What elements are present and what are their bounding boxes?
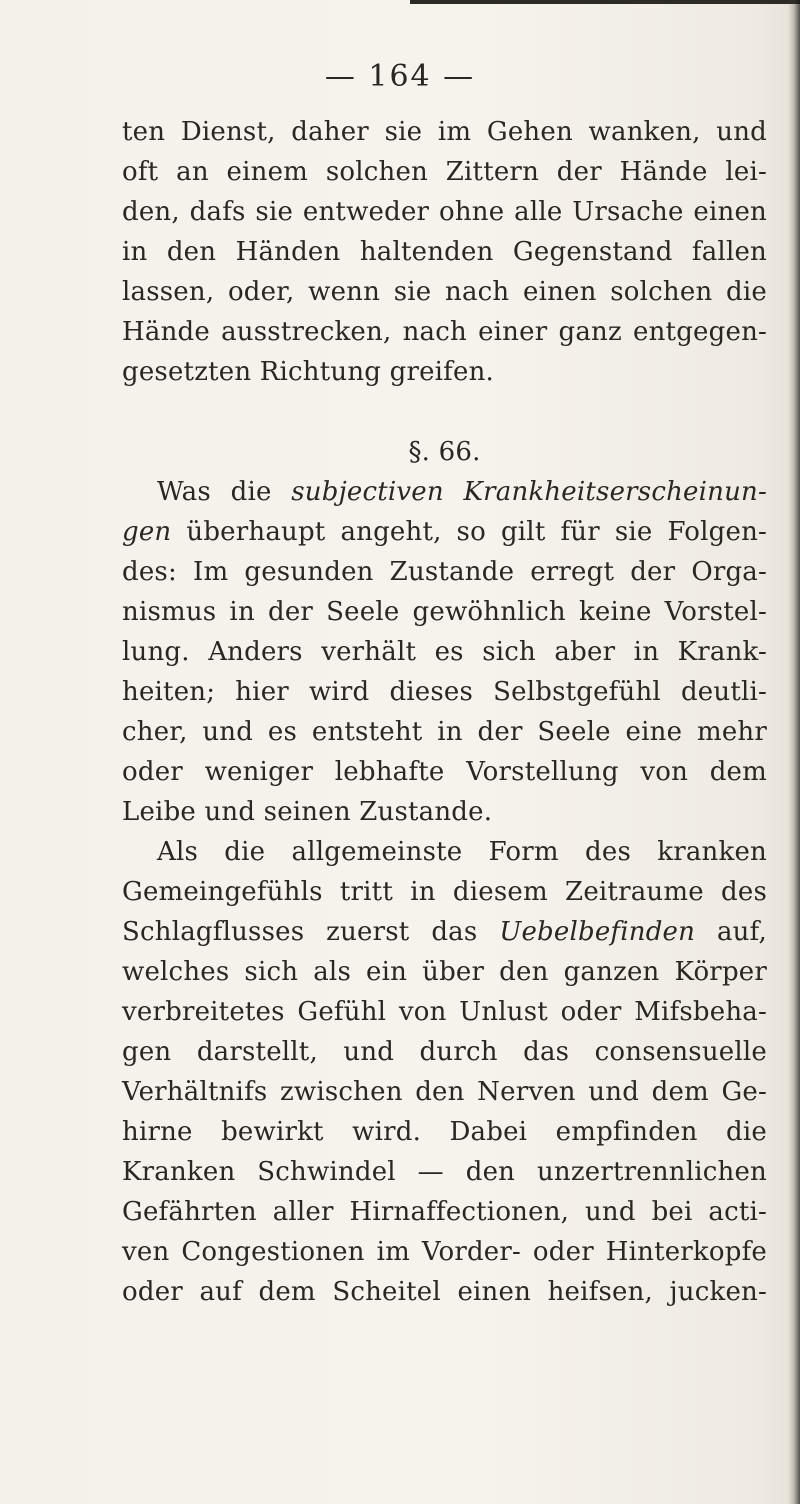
text-line: Schlagflusses zuerst das Uebelbefinden auf, xyxy=(122,917,767,947)
top-edge-rule xyxy=(410,0,800,4)
text-line: Was die subjectiven Krankheitserscheinun- xyxy=(157,477,767,507)
text-line: Gemeingefühls tritt in diesem Zeitraume des xyxy=(122,877,767,907)
text-body xyxy=(122,112,767,1312)
text-line: welches sich als ein über den ganzen Körper xyxy=(122,957,767,987)
section-heading: §. 66. xyxy=(408,437,481,467)
text-line: hirne bewirkt wird. Dabei empfinden die xyxy=(122,1117,767,1147)
page-edge-shadow xyxy=(788,0,800,1504)
text-line: lassen, oder, wenn sie nach einen solchen die xyxy=(122,277,767,307)
text-line: ven Congestionen im Vorder- oder Hinterkopfe xyxy=(122,1237,767,1267)
text-line: in den Händen haltenden Gegenstand fallen xyxy=(122,237,767,267)
text-line: gesetzten Richtung greifen. xyxy=(122,357,494,387)
italic-term: gen xyxy=(122,517,172,547)
text-line: nismus in der Seele gewöhnlich keine Vorstel- xyxy=(122,597,767,627)
text-line: oder auf dem Scheitel einen heifsen, jucken- xyxy=(122,1277,767,1307)
text-line: oft an einem solchen Zittern der Hände lei- xyxy=(122,157,767,187)
text-line: Als die allgemeinste Form des kranken xyxy=(157,837,767,867)
text-line: Gefährten aller Hirnaffectionen, und bei acti- xyxy=(122,1197,767,1227)
text-line: Verhältnifs zwischen den Nerven und dem Ge- xyxy=(122,1077,767,1107)
text-line: cher, und es entsteht in der Seele eine mehr xyxy=(122,717,767,747)
text-line: Hände ausstrecken, nach einer ganz entgegen- xyxy=(122,317,767,347)
text-line: lung. Anders verhält es sich aber in Krank- xyxy=(122,637,767,667)
italic-term: Uebelbefinden xyxy=(499,917,696,947)
text-line: oder weniger lebhafte Vorstellung von dem xyxy=(122,757,767,787)
text-line: gen darstellt, und durch das consensuelle xyxy=(122,1037,767,1067)
text-line: ten Dienst, daher sie im Gehen wanken, und xyxy=(122,117,767,147)
italic-term: subjectiven Krankheitserscheinun- xyxy=(291,477,767,507)
text-line: gen überhaupt angeht, so gilt für sie Folgen- xyxy=(122,517,767,547)
text-line: verbreitetes Gefühl von Unlust oder Mifsbeha- xyxy=(122,997,767,1027)
text-line: des: Im gesunden Zustande erregt der Orga- xyxy=(122,557,767,587)
spacer xyxy=(122,392,767,432)
text-line: Kranken Schwindel — den unzertrennlichen xyxy=(122,1157,767,1187)
text-line: den, dafs sie entweder ohne alle Ursache einen xyxy=(122,197,767,227)
text-line: heiten; hier wird dieses Selbstgefühl deutli- xyxy=(122,677,767,707)
page-number: — 164 — xyxy=(324,59,476,94)
text-line: Leibe und seinen Zustande. xyxy=(122,797,493,827)
